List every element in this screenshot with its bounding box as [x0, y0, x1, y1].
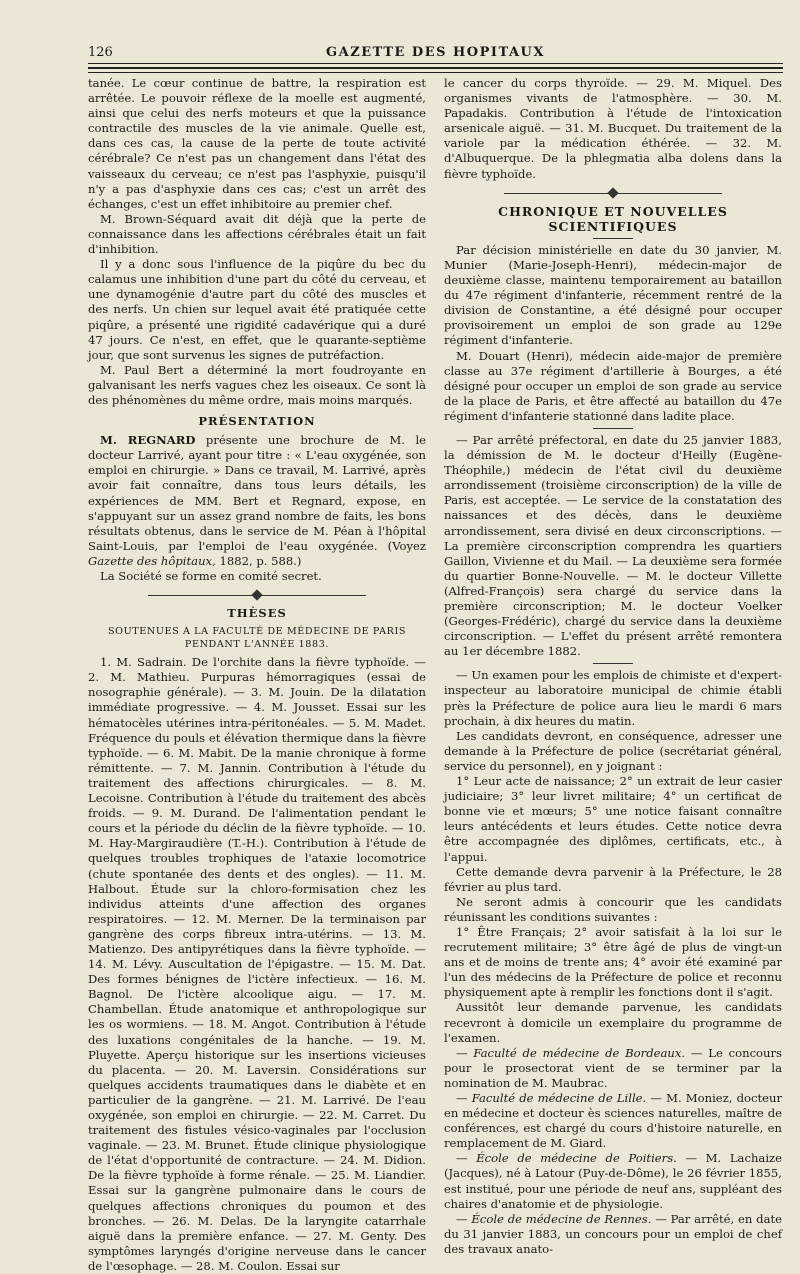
institution-name: École de médecine de Poitiers.	[476, 1151, 677, 1166]
theses-subheading-line1: SOUTENUES A LA FACULTÉ DE MÉDECINE DE PARIS	[107, 626, 407, 638]
paragraph: M. Paul Bert a déterminé la mort foudroyante en galvanisant les nerfs vagues chez les oiseaux. Ce sont là des phénomènes du même ordre, mais moins marqués.	[88, 362, 426, 407]
presenter-name: M. REGNARD	[100, 433, 196, 448]
left-column	[88, 76, 426, 1274]
page-number: 126	[88, 45, 113, 60]
news-item-poitiers	[444, 1151, 782, 1211]
theses-subheading	[88, 625, 426, 651]
section-separator	[88, 590, 426, 600]
paragraph: Par décision ministérielle en date du 30 janvier, M. Munier (Marie-Joseph-Henri), médecin-major de deuxième classe, maintenu temporairement au bataillon du 47e régiment d'infanterie, récemment rentré de la division de Constantine, a été désigné pour occuper provisoirement un emploi de son grade au 129e régiment d'infanterie.	[444, 242, 782, 348]
header-rule	[88, 63, 783, 64]
news-text: — M. Moniez, docteur en médecine et docteur ès sciences naturelles, maître de conférences, est chargé du cours d'histoire naturelle, en remplacement de M. Giard.	[444, 1091, 783, 1151]
news-item-bordeaux	[444, 1046, 782, 1091]
dash: —	[456, 1211, 472, 1226]
paragraph: 1° Être Français; 2° avoir satisfait à la loi sur le recrutement militaire; 3° être âgé de plus de vingt-un ans et de moins de trente ans; 4° avoir été examiné par l'un des médecins de la Préfecture de police et reconnu physiquement apte à remplir les fonctions dont il s'agit.	[444, 924, 782, 1000]
short-rule	[593, 663, 633, 664]
paragraph: Cette demande devra parvenir à la Préfecture, le 28 février au plus tard.	[444, 864, 782, 894]
paragraph: 1° Leur acte de naissance; 2° un extrait de leur casier judiciaire; 3° leur livret militaire; 4° un certificat de bonne vie et mœurs; 5° une notice faisant connaître leurs antécédents et leurs études. Cette notice devra être accompagnée des diplômes, certificats, etc., à l'appui.	[444, 774, 782, 864]
paragraph: M. Brown-Séquard avait dit déjà que la perte de connaissance dans les affections cérébrales était un fait d'inhibition.	[88, 211, 426, 257]
news-item-rennes	[444, 1212, 782, 1257]
section-separator	[444, 188, 782, 198]
dash: —	[456, 1045, 474, 1060]
page-header	[88, 42, 783, 64]
paragraph: Il y a donc sous l'influence de la piqûre du bec du calamus une inhibition d'une part du côté du cerveau, et une dynamogénie d'autre part du côté des muscles et des nerfs. Un chien sur lequel avait été pratiquée cette piqûre, a présenté une rigidité cadavérique qui a duré 47 jours. Ce n'est, en effet, que le quarante-septième jour, que sont survenus les signes de putréfaction.	[88, 257, 426, 362]
theses-subheading-line2: PENDANT L'ANNÉE 1883.	[184, 639, 330, 651]
paragraph: — Un examen pour les emplois de chimiste et d'expert-inspecteur au laboratoire municipal de chimie établi près la Préfecture de police aura lieu le mardi 6 mars prochain, à dix heures du matin.	[444, 668, 782, 728]
paragraph: — Par arrêté préfectoral, en date du 25 janvier 1883, la démission de M. le docteur d'Heilly (Eugène-Théophile,) médecin de l'état civil du deuxième arrondissement (troisième circonscription) de la ville de Paris, est acceptée. — Le service de la constatation des naissances et des décès, dans le deuxième arrondissement, sera divisé en deux circonscriptions. — La première circonscription comprendra les quartiers Gaillon, Vivienne et du Mail. — La deuxième sera formée du quartier Bonne-Nouvelle. — M. le docteur Villette (Alfred-François) sera chargé du service dans la première circonscription; M. le docteur Voelker (Georges-Frédéric), chargé du service dans la deuxième circonscription. — L'effet du présent arrêté remontera au 1er décembre 1882.	[444, 432, 782, 659]
paragraph: Les candidats devront, en conséquence, adresser une demande à la Préfecture de police (secrétariat général, service du personnel), en y joignant :	[444, 728, 782, 773]
section-heading-presentation: PRÉSENTATION	[198, 414, 316, 429]
dash: —	[456, 1151, 477, 1166]
header-rule-lower	[88, 72, 783, 73]
presentation-text: présente une brochure de M. le docteur Larrivé, ayant pour titre : « L'eau oxygénée, son emploi en chirurgie. » Dans ce travail, M. Larrivé, après avoir fait connaître, dans tous leurs détails, les expériences de MM. Bert et Regnard, expose, en s'appuyant sur un assez grand nombre de faits, les bons résultats obtenus, dans le service de M. Péan à l'hôpital Saint-Louis, par l'emploi de l'eau oxygénée. (Voyez	[88, 433, 427, 553]
short-rule	[593, 238, 633, 239]
paragraph: Aussitôt leur demande parvenue, les candidats recevront à domicile un exemplaire du programme de l'examen.	[444, 1000, 782, 1045]
news-text: — Le concours pour le prosectorat vient de se terminer par la nomination de M. Maubrac.	[444, 1045, 782, 1090]
news-text: — M. Lachaize (Jacques), né à Latour (Puy-de-Dôme), le 26 février 1855, est institué, pour une période de neuf ans, suppléant des chaires d'anatomie et de physiologie.	[444, 1151, 782, 1211]
journal-reference: Gazette des hôpitaux,	[88, 553, 216, 568]
reference-end: 1882, p. 588.)	[219, 553, 302, 568]
dash: —	[456, 1091, 472, 1105]
paragraph: M. Douart (Henri), médecin aide-major de première classe au 37e régiment d'artillerie à Bourges, a été désigné pour occuper un emploi de son grade au service de la place de Paris, et être affecté au bataillon du 47e régiment d'infanterie stationné dans ladite place.	[444, 348, 782, 423]
institution-name: Faculté de médecine de Bordeaux.	[473, 1045, 686, 1060]
header-rule-thick	[88, 67, 783, 69]
theses-list-continued: le cancer du corps thyroïde. — 29. M. Miquel. Des organismes vivants de l'atmosphère. — 30. M. Papadakis. Contribution à l'étude de l'intoxication arsenicale aiguë. — 31. M. Bucquet. Du traitement de la variole par la médication éthérée. — 32. M. d'Albuquerque. De la phlegmatia alba dolens dans la fièvre typhoïde.	[444, 76, 782, 181]
section-heading-theses: THÈSES	[227, 606, 287, 621]
journal-title: GAZETTE DES HOPITAUX	[326, 45, 545, 60]
news-text: — Par arrêté, en date du 31 janvier 1883, un concours pour un emploi de chef des travaux anato-	[444, 1211, 783, 1256]
paragraph: La Société se forme en comité secret.	[100, 569, 322, 583]
paragraph: Ne seront admis à concourir que les candidats réunissant les conditions suivantes :	[444, 894, 782, 924]
theses-list: 1. M. Sadrain. De l'orchite dans la fièvre typhoïde. — 2. M. Mathieu. Purpuras hémorragiques (essai de nosographie générale). — 3. M. Jouin. De la dilatation immédiate progressive. — 4. M. Jousset. Essai sur les hématocèles utérines intra-péritonéales. — 5. M. Madet. Fréquence du pouls et élévation thermique dans la fièvre typhoïde. — 6. M. Mabit. De la manie chronique à forme rémittente. — 7. M. Jannin. Contribution à l'étude du traitement des affections chirurgicales. — 8. M. Lecoisne. Contribution à l'étude du traitement des abcès froids. — 9. M. Durand. De l'alimentation pendant le cours et la période du déclin de la fièvre typhoïde. — 10. M. Hay-Margiraudière (T.-H.). Contribution à l'étude de quelques troubles trophiques de l'ataxie locomotrice (chute spontanée des dents et des ongles). — 11. M. Halbout. Étude sur la chloro-formisation chez les individus atteints d'une affection des organes respiratoires. — 12. M. Merner. De la terminaison par gangrène des corps fibreux intra-utérins. — 13. M. Matienzo. Des antipyrétiques dans la fièvre typhoïde. — 14. M. Lévy. Auscultation de l'épigastre. — 15. M. Dat. Des formes bénignes de l'ictère infectieux. — 16. M. Bagnol. De l'ictère alcoolique aigu. — 17. M. Chambellan. Étude anatomique et anthropologique sur les os wormiens. — 18. M. Angot. Contribution à l'étude des luxations congénitales de la hanche. — 19. M. Pluyette. Aperçu historique sur les insertions vicieuses du placenta. — 20. M. Laversin. Considérations sur quelques accidents traumatiques dans le diabète et en particulier de la gangrène. — 21. M. Larrivé. De l'eau oxygénée, son emploi en chirurgie. — 22. M. Carret. Du traitement des fistules vésico-vaginales par l'occlusion vaginale. — 23. M. Brunet. Étude clinique physiologique de l'état d'opportunité de contracture. — 24. M. Didion. De la fièvre typhoïde à forme rénale. — 25. M. Liandier. Essai sur la gangrène pulmonaire dans le cours de quelques affections chroniques du poumon et des bronches. — 26. M. Delas. De la laryngite catarrhale aiguë dans la première enfance. — 27. M. Genty. Des symptômes laryngés d'origine nerveuse dans le cancer de l'œsophage. — 28. M. Coulon. Essai sur	[88, 655, 426, 1273]
section-heading-chronique: CHRONIQUE ET NOUVELLES SCIENTIFIQUES	[498, 203, 728, 234]
short-rule	[593, 428, 633, 429]
paragraph: tanée. Le cœur continue de battre, la respiration est arrêtée. Le pouvoir réflexe de la moelle est augmenté, ainsi que celui des nerfs moteurs et que la puissance contractile des muscles de la vie animale. Quelle est, dans ces cas, la cause de la perte de toute activité cérébrale? Ce n'est pas un changement dans l'état des vaisseaux du cerveau; ce n'est pas l'asphyxie, puisqu'il n'y a pas d'asphyxie dans ces cas; c'est un arrêt des échanges, c'est un effet inhibitoire au premier chef.	[88, 76, 426, 211]
institution-name: École de médecine de Rennes.	[471, 1211, 652, 1226]
institution-name: Faculté de médecine de Lille.	[471, 1091, 647, 1105]
news-item-lille	[444, 1091, 782, 1151]
presentation-paragraph	[88, 433, 426, 569]
right-column	[444, 76, 782, 1257]
